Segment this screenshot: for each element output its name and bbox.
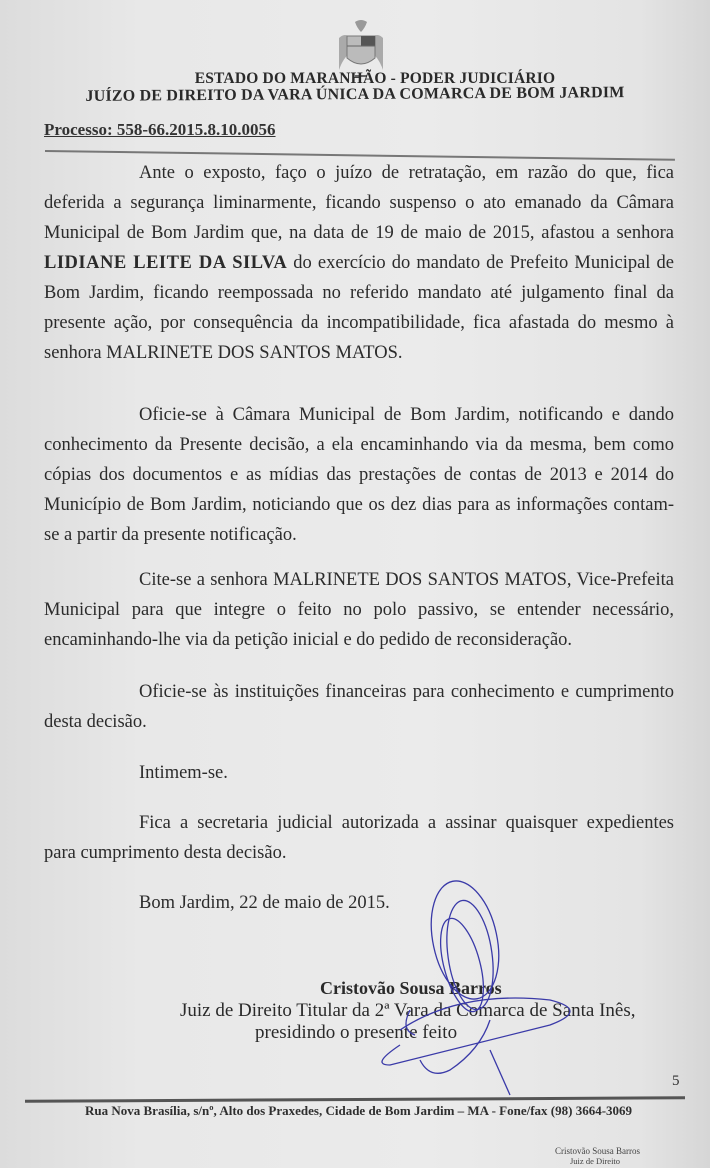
process-number: Processo: 558-66.2015.8.10.0056 <box>44 120 276 139</box>
paragraph-intimem <box>44 758 674 788</box>
paragraph-oficie-camara <box>44 400 674 550</box>
paragraph-text: Intimem-se. <box>139 763 228 783</box>
stamp-title: Juiz de Direito <box>570 1156 621 1166</box>
stamp-name: Cristovão Sousa Barros <box>555 1146 640 1156</box>
paragraph-decision <box>44 158 674 368</box>
paragraph-text: Ante o exposto, faço o juízo de retratação, em razão do que, fica deferida a segurança liminarmente, ficando suspenso o ato emanado da Câmara Municipal de Bom Jardim que, na data de 19 de maio de 2015, afastou a senhora <box>44 163 674 243</box>
footer-address: Rua Nova Brasília, s/nº, Alto dos Praxedes, Cidade de Bom Jardim – MA - Fone/fax (98) 3664-3069 <box>85 1103 633 1118</box>
header-state-line: ESTADO DO MARANHÃO - PODER JUDICIÁRIO <box>194 70 556 87</box>
judge-name: Cristovão Sousa Barros <box>320 978 502 998</box>
page-number: 5 <box>672 1073 680 1089</box>
paragraph-text: do exercício do mandato de Prefeito Municipal de Bom Jardim, ficando reempossada no referido mandato até julgamento final da presente ação, por consequência da incompatibilidade, fica afastada do mesmo à senhora MALRINETE DOS SANTOS MATOS. <box>44 253 674 363</box>
judge-role: Juiz de Direito Titular da 2ª Vara da Comarca de Santa Inês, <box>180 1000 636 1021</box>
party-name: LIDIANE LEITE DA SILVA <box>44 253 288 273</box>
date-text: Bom Jardim, 22 de maio de 2015. <box>139 893 390 913</box>
judge-role-continuation: presidindo o presente feito <box>255 1022 458 1043</box>
paragraph-citacao <box>44 565 674 655</box>
coat-of-arms-icon <box>333 18 389 78</box>
paragraph-text: Oficie-se às instituições financeiras para conhecimento e cumprimento desta decisão. <box>44 682 674 732</box>
handwritten-signature-icon <box>370 870 630 1100</box>
header-court-line: JUÍZO DE DIREITO DA VARA ÚNICA DA COMARCA DE BOM JARDIM <box>85 84 625 105</box>
paragraph-text: Oficie-se à Câmara Municipal de Bom Jardim, notificando e dando conhecimento da Presente decisão, a ela encaminhando via da mesma, bem como cópias dos documentos e as mídias das prestações de contas de 2013 e 2014 do Município de Bom Jardim, noticiando que os dez dias para as informações contam-se a partir da presente notificação. <box>44 405 674 545</box>
footer-divider <box>25 1096 685 1102</box>
paragraph-text: Fica a secretaria judicial autorizada a assinar quaisquer expedientes para cumprimento desta decisão. <box>44 813 674 863</box>
paragraph-oficie-instituicoes <box>44 677 674 737</box>
paragraph-text: Cite-se a senhora MALRINETE DOS SANTOS MATOS, Vice-Prefeita Municipal para que integre o feito no polo passivo, se entender necessário, encaminhando-lhe via da petição inicial e do pedido de reconsideração. <box>44 570 674 650</box>
paragraph-secretaria <box>44 808 674 868</box>
